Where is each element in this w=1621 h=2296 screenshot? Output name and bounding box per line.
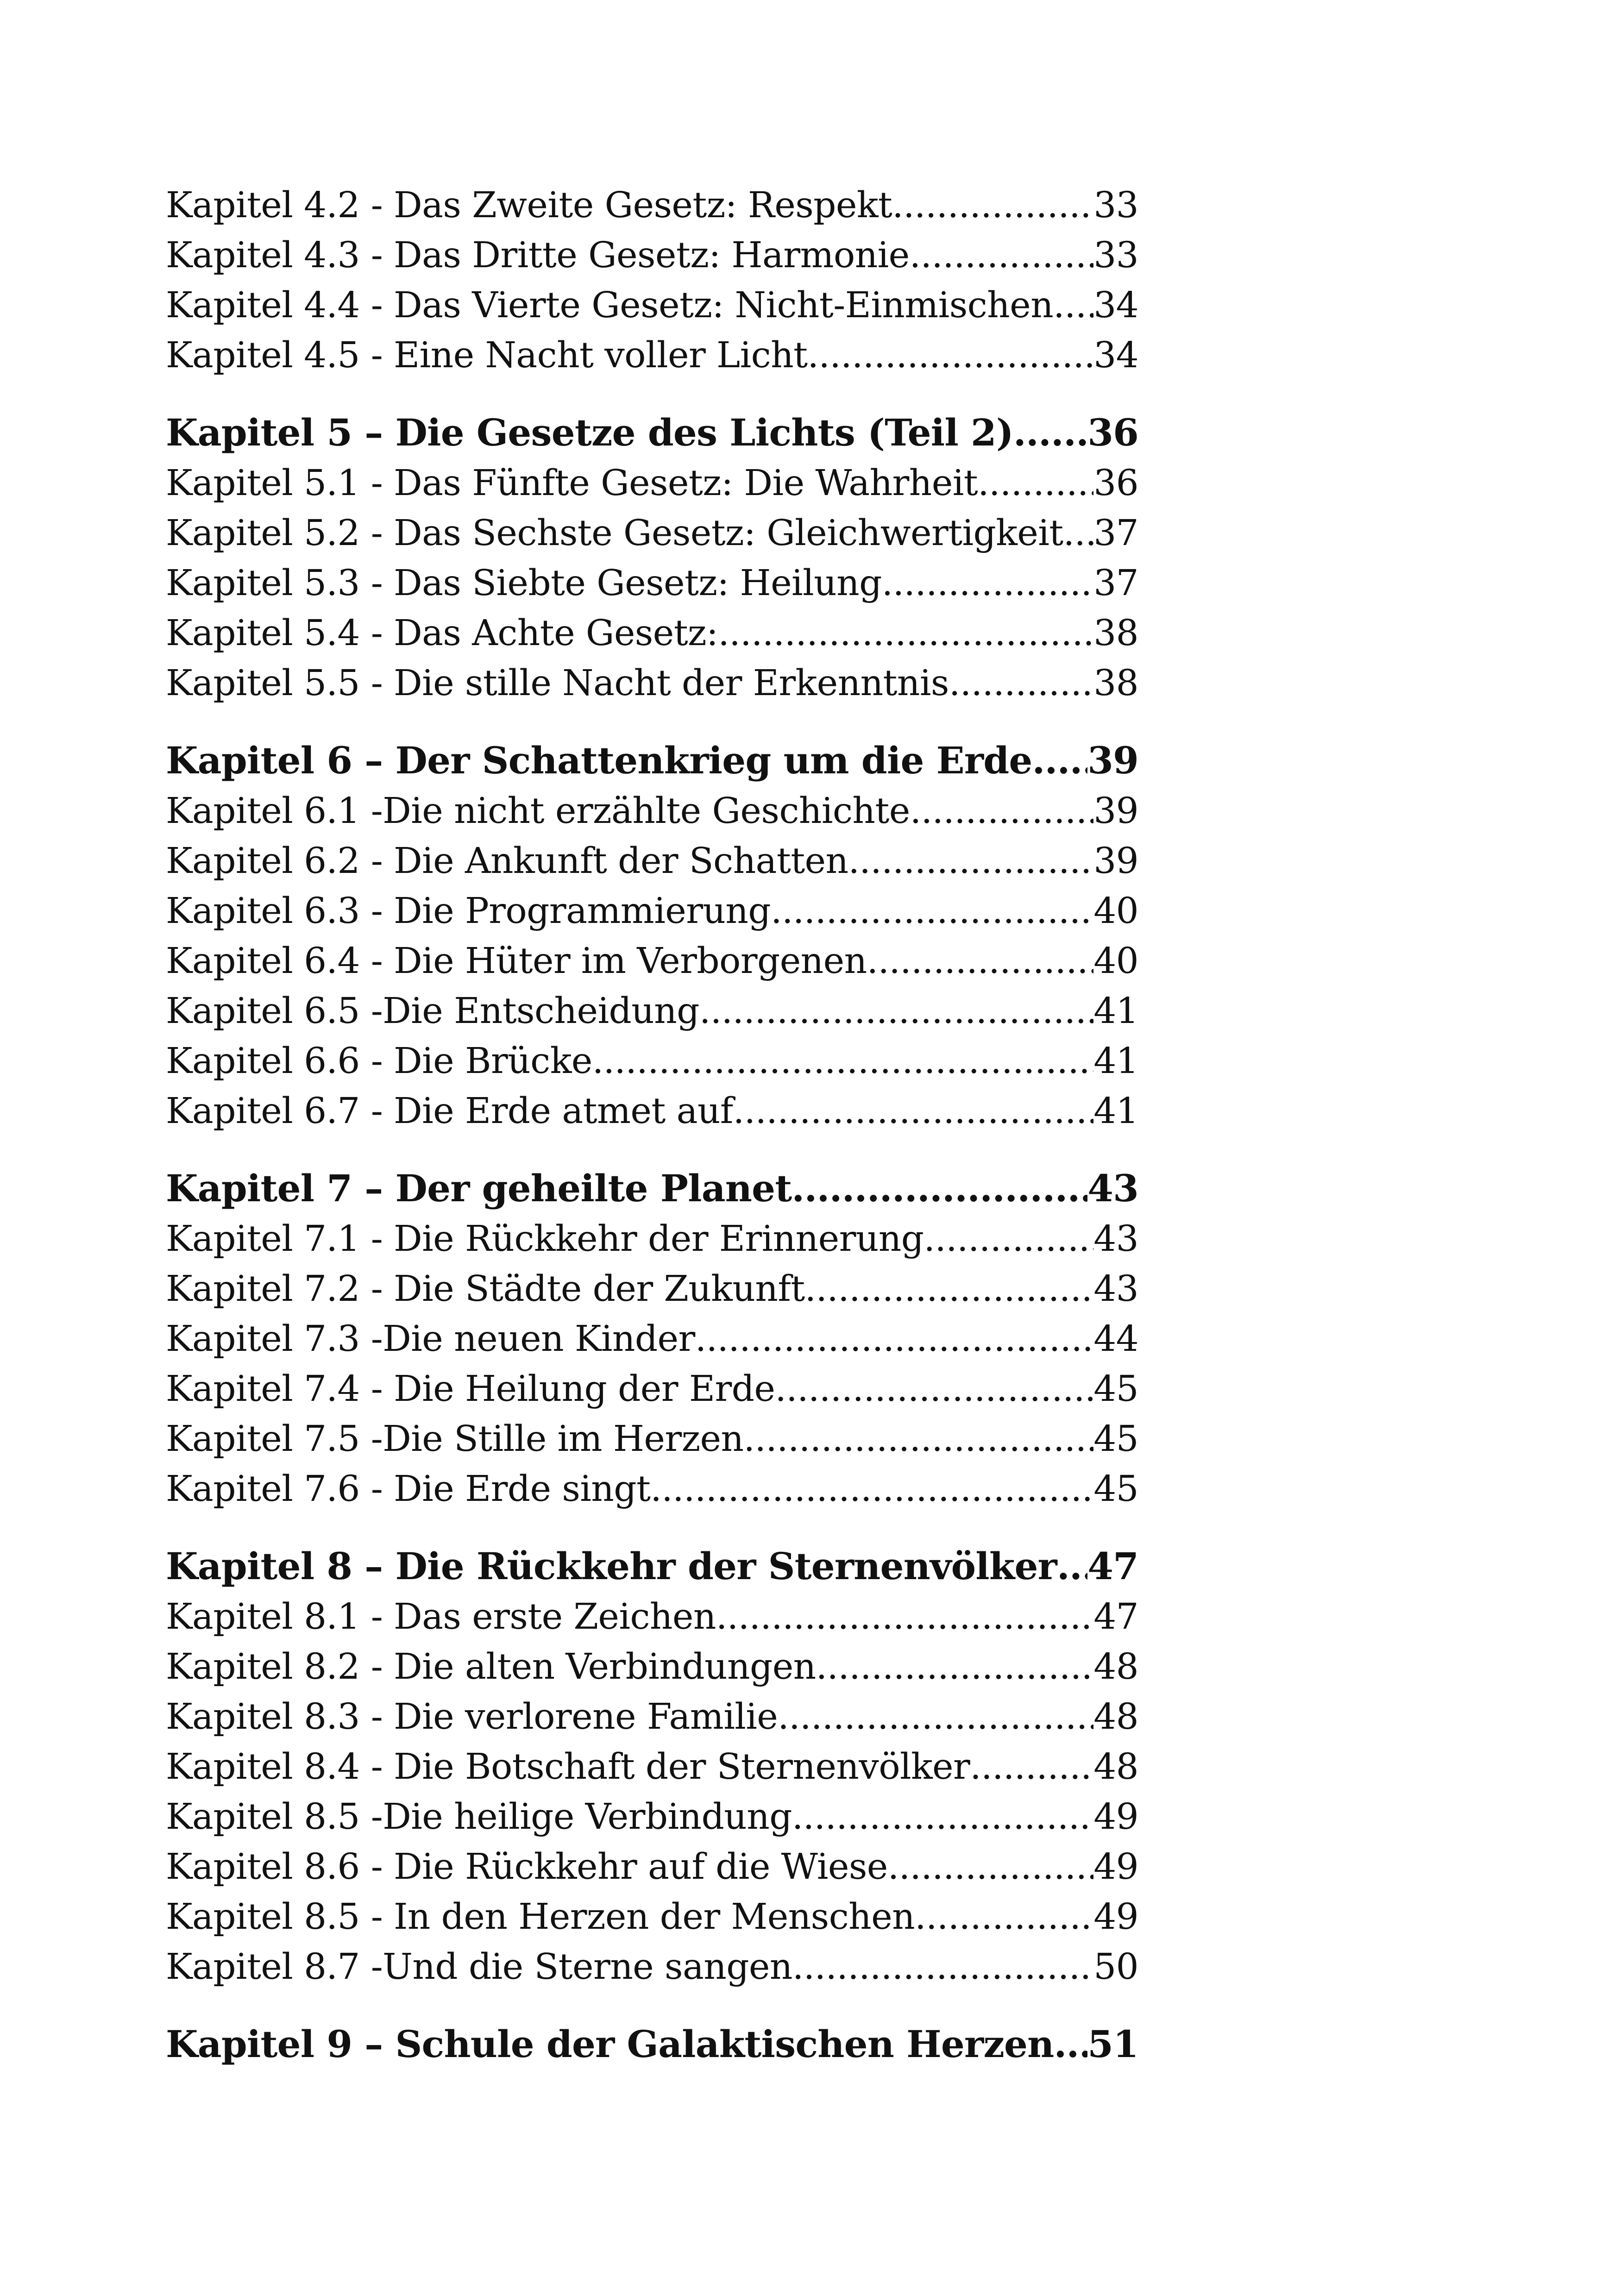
page-number: 45 bbox=[1093, 1368, 1138, 1410]
page-number: 50 bbox=[1093, 1946, 1138, 1988]
dot-leader bbox=[924, 1214, 1093, 1264]
dot-leader bbox=[805, 1264, 1094, 1314]
dot-leader bbox=[699, 986, 1093, 1036]
page-number: 41 bbox=[1093, 991, 1138, 1032]
page-number: 47 bbox=[1087, 1544, 1138, 1588]
page-number: 37 bbox=[1093, 513, 1138, 554]
chapter-title: Kapitel 9 – Schule der Galaktischen Herzen bbox=[166, 2022, 1054, 2066]
chapter-title: Kapitel 8 – Die Rückkehr der Sternenvölker bbox=[166, 1544, 1057, 1588]
page-number: 49 bbox=[1093, 1846, 1138, 1888]
section-spacer bbox=[166, 1136, 1138, 1162]
toc-entry[interactable] bbox=[166, 558, 1138, 609]
page-number: 44 bbox=[1093, 1318, 1138, 1360]
page-number: 45 bbox=[1093, 1418, 1138, 1460]
dot-leader bbox=[718, 609, 1093, 659]
dot-leader bbox=[792, 1162, 1087, 1214]
dot-leader bbox=[1053, 281, 1093, 331]
toc-entry[interactable] bbox=[166, 331, 1138, 381]
page-number: 38 bbox=[1093, 613, 1138, 654]
toc-chapter-heading[interactable] bbox=[166, 734, 1138, 786]
dot-leader bbox=[695, 1314, 1094, 1364]
entry-title: Kapitel 7.3 -Die neuen Kinder bbox=[166, 1318, 695, 1360]
toc-entry[interactable] bbox=[166, 609, 1138, 659]
entry-title: Kapitel 7.2 - Die Städte der Zukunft bbox=[166, 1268, 805, 1310]
page-number: 45 bbox=[1093, 1468, 1138, 1510]
toc-entry[interactable] bbox=[166, 836, 1138, 886]
toc-entry[interactable] bbox=[166, 1792, 1138, 1842]
dot-leader bbox=[771, 886, 1093, 936]
page-number: 40 bbox=[1093, 891, 1138, 932]
dot-leader bbox=[915, 1892, 1093, 1942]
entry-title: Kapitel 4.2 - Das Zweite Gesetz: Respekt bbox=[166, 185, 892, 226]
entry-title: Kapitel 4.5 - Eine Nacht voller Licht bbox=[166, 335, 808, 376]
entry-title: Kapitel 7.4 - Die Heilung der Erde bbox=[166, 1368, 775, 1410]
chapter-title: Kapitel 7 – Der geheilte Planet bbox=[166, 1167, 792, 1210]
toc-entry[interactable] bbox=[166, 1742, 1138, 1792]
toc-section bbox=[166, 181, 1138, 381]
page-number: 36 bbox=[1093, 463, 1138, 504]
entry-title: Kapitel 8.2 - Die alten Verbindungen bbox=[166, 1646, 816, 1687]
toc-entry[interactable] bbox=[166, 659, 1138, 709]
entry-title: Kapitel 8.5 - In den Herzen der Menschen bbox=[166, 1896, 915, 1938]
toc-section bbox=[166, 734, 1138, 1136]
toc-entry[interactable] bbox=[166, 1414, 1138, 1464]
entry-title: Kapitel 8.6 - Die Rückkehr auf die Wiese bbox=[166, 1846, 888, 1888]
page-number: 40 bbox=[1093, 941, 1138, 982]
entry-title: Kapitel 7.6 - Die Erde singt bbox=[166, 1468, 651, 1510]
dot-leader bbox=[867, 936, 1094, 986]
entry-title: Kapitel 6.4 - Die Hüter im Verborgenen bbox=[166, 941, 867, 982]
page-number: 43 bbox=[1093, 1218, 1138, 1260]
dot-leader bbox=[592, 1036, 1093, 1086]
toc-entry[interactable] bbox=[166, 1892, 1138, 1942]
page-number: 48 bbox=[1093, 1646, 1138, 1687]
entry-title: Kapitel 6.3 - Die Programmierung bbox=[166, 891, 771, 932]
dot-leader bbox=[910, 786, 1094, 836]
page-number: 48 bbox=[1093, 1696, 1138, 1738]
page-number: 48 bbox=[1093, 1746, 1138, 1788]
section-spacer bbox=[166, 709, 1138, 734]
page-number: 51 bbox=[1087, 2022, 1138, 2066]
toc-entry[interactable] bbox=[166, 1314, 1138, 1364]
entry-title: Kapitel 6.5 -Die Entscheidung bbox=[166, 991, 699, 1032]
dot-leader bbox=[1013, 407, 1087, 458]
toc-chapter-heading[interactable] bbox=[166, 1162, 1138, 1214]
dot-leader bbox=[775, 1364, 1093, 1414]
toc-entry[interactable] bbox=[166, 1214, 1138, 1264]
dot-leader bbox=[882, 558, 1093, 609]
toc-section bbox=[166, 1162, 1138, 1514]
entry-title: Kapitel 6.2 - Die Ankunft der Schatten bbox=[166, 841, 848, 882]
dot-leader bbox=[1057, 1540, 1087, 1592]
toc-section bbox=[166, 1540, 1138, 1992]
entry-title: Kapitel 6.6 - Die Brücke bbox=[166, 1041, 592, 1082]
dot-leader bbox=[1063, 508, 1094, 558]
section-spacer bbox=[166, 1514, 1138, 1540]
toc-chapter-heading[interactable] bbox=[166, 2018, 1138, 2070]
dot-leader bbox=[807, 331, 1093, 381]
page-number: 39 bbox=[1093, 841, 1138, 882]
dot-leader bbox=[949, 659, 1093, 709]
toc-entry[interactable] bbox=[166, 986, 1138, 1036]
dot-leader bbox=[650, 1464, 1093, 1514]
section-spacer bbox=[166, 1992, 1138, 2018]
toc-entry[interactable] bbox=[166, 231, 1138, 281]
toc-entry[interactable] bbox=[166, 281, 1138, 331]
dot-leader bbox=[1032, 734, 1087, 786]
entry-title: Kapitel 8.5 -Die heilige Verbindung bbox=[166, 1796, 792, 1838]
dot-leader bbox=[848, 836, 1094, 886]
page-number: 34 bbox=[1093, 335, 1138, 376]
section-spacer bbox=[166, 381, 1138, 407]
dot-leader bbox=[1054, 2018, 1087, 2070]
entry-title: Kapitel 7.1 - Die Rückkehr der Erinnerung bbox=[166, 1218, 924, 1260]
toc-entry[interactable] bbox=[166, 936, 1138, 986]
toc-entry[interactable] bbox=[166, 458, 1138, 508]
dot-leader bbox=[778, 1692, 1093, 1742]
page-number: 33 bbox=[1093, 235, 1138, 276]
page-number: 41 bbox=[1093, 1091, 1138, 1132]
entry-title: Kapitel 5.2 - Das Sechste Gesetz: Gleichwertigkeit bbox=[166, 513, 1063, 554]
toc-entry[interactable] bbox=[166, 1692, 1138, 1742]
entry-title: Kapitel 4.3 - Das Dritte Gesetz: Harmonie bbox=[166, 235, 910, 276]
toc-section bbox=[166, 407, 1138, 709]
toc-entry[interactable] bbox=[166, 1942, 1138, 1992]
page-number: 49 bbox=[1093, 1796, 1138, 1838]
page-number: 36 bbox=[1087, 411, 1138, 454]
dot-leader bbox=[716, 1592, 1093, 1642]
dot-leader bbox=[892, 181, 1093, 231]
entry-title: Kapitel 5.5 - Die stille Nacht der Erkenntnis bbox=[166, 663, 949, 704]
table-of-contents bbox=[166, 181, 1138, 2070]
toc-entry[interactable] bbox=[166, 1842, 1138, 1892]
entry-title: Kapitel 5.3 - Das Siebte Gesetz: Heilung bbox=[166, 563, 882, 604]
page-number: 41 bbox=[1093, 1041, 1138, 1082]
dot-leader bbox=[792, 1942, 1093, 1992]
page-number: 47 bbox=[1093, 1596, 1138, 1637]
entry-title: Kapitel 8.7 -Und die Sterne sangen bbox=[166, 1946, 792, 1988]
dot-leader bbox=[888, 1842, 1093, 1892]
entry-title: Kapitel 8.4 - Die Botschaft der Sternenvölker bbox=[166, 1746, 970, 1788]
toc-chapter-heading[interactable] bbox=[166, 407, 1138, 458]
page-number: 49 bbox=[1093, 1896, 1138, 1938]
toc-chapter-heading[interactable] bbox=[166, 1540, 1138, 1592]
toc-entry[interactable] bbox=[166, 1364, 1138, 1414]
toc-entry[interactable] bbox=[166, 1036, 1138, 1086]
entry-title: Kapitel 5.4 - Das Achte Gesetz: bbox=[166, 613, 718, 654]
entry-title: Kapitel 6.7 - Die Erde atmet auf bbox=[166, 1091, 733, 1132]
toc-entry[interactable] bbox=[166, 1642, 1138, 1692]
chapter-title: Kapitel 5 – Die Gesetze des Lichts (Teil 2) bbox=[166, 411, 1013, 454]
page-number: 38 bbox=[1093, 663, 1138, 704]
page-number: 43 bbox=[1087, 1167, 1138, 1210]
entry-title: Kapitel 8.1 - Das erste Zeichen bbox=[166, 1596, 716, 1637]
toc-entry[interactable] bbox=[166, 786, 1138, 836]
page-number: 33 bbox=[1093, 185, 1138, 226]
toc-entry[interactable] bbox=[166, 886, 1138, 936]
toc-section bbox=[166, 2018, 1138, 2070]
page-number: 39 bbox=[1087, 739, 1138, 782]
dot-leader bbox=[733, 1086, 1093, 1136]
page-number: 34 bbox=[1093, 285, 1138, 326]
dot-leader bbox=[816, 1642, 1094, 1692]
toc-entry[interactable] bbox=[166, 1086, 1138, 1136]
toc-entry[interactable] bbox=[166, 181, 1138, 231]
entry-title: Kapitel 8.3 - Die verlorene Familie bbox=[166, 1696, 778, 1738]
dot-leader bbox=[910, 231, 1094, 281]
toc-entry[interactable] bbox=[166, 1464, 1138, 1514]
dot-leader bbox=[970, 1742, 1093, 1792]
chapter-title: Kapitel 6 – Der Schattenkrieg um die Erde bbox=[166, 739, 1032, 782]
entry-title: Kapitel 4.4 - Das Vierte Gesetz: Nicht-Einmischen bbox=[166, 285, 1054, 326]
dot-leader bbox=[792, 1792, 1093, 1842]
dot-leader bbox=[978, 458, 1093, 508]
page-number: 43 bbox=[1093, 1268, 1138, 1310]
page-number: 37 bbox=[1093, 563, 1138, 604]
page-number: 39 bbox=[1093, 790, 1138, 832]
dot-leader bbox=[744, 1414, 1094, 1464]
entry-title: Kapitel 7.5 -Die Stille im Herzen bbox=[166, 1418, 744, 1460]
toc-entry[interactable] bbox=[166, 1592, 1138, 1642]
entry-title: Kapitel 5.1 - Das Fünfte Gesetz: Die Wahrheit bbox=[166, 463, 978, 504]
toc-entry[interactable] bbox=[166, 508, 1138, 558]
toc-entry[interactable] bbox=[166, 1264, 1138, 1314]
entry-title: Kapitel 6.1 -Die nicht erzählte Geschichte bbox=[166, 790, 910, 832]
